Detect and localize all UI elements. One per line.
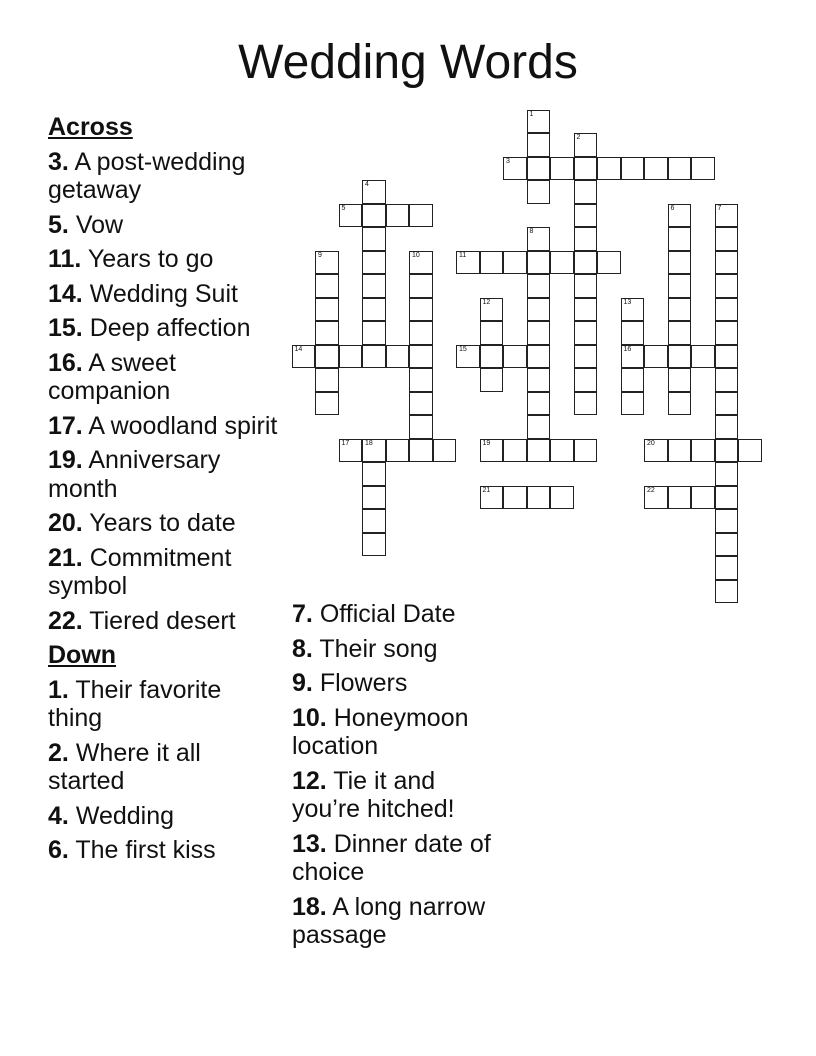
grid-cell[interactable]: [715, 321, 739, 345]
grid-cell[interactable]: [644, 439, 668, 463]
clue-text: Where it all started: [48, 738, 201, 795]
grid-cell[interactable]: [527, 392, 551, 416]
clue-text: Tiered desert: [89, 606, 236, 635]
grid-cell[interactable]: [644, 157, 668, 181]
grid-cell[interactable]: [574, 298, 598, 322]
grid-cell[interactable]: [480, 345, 504, 369]
grid-cell[interactable]: [715, 533, 739, 557]
down-heading: Down: [48, 641, 117, 669]
cell-number: 2: [576, 134, 581, 141]
grid-cell[interactable]: [480, 368, 504, 392]
grid-cell[interactable]: [527, 180, 551, 204]
grid-cell[interactable]: [339, 345, 363, 369]
cell-number: 7: [717, 204, 722, 212]
clue-text: The first kiss: [75, 836, 216, 864]
grid-cell[interactable]: [715, 509, 739, 533]
grid-cell[interactable]: [574, 274, 598, 298]
grid-cell[interactable]: [574, 392, 598, 416]
clue-number: 18.: [292, 892, 327, 921]
grid-cell[interactable]: [691, 439, 715, 463]
clue-across-16: [48, 349, 280, 406]
grid-cell[interactable]: [362, 298, 386, 322]
grid-cell[interactable]: [715, 462, 739, 486]
grid-cell[interactable]: [527, 439, 551, 463]
grid-cell[interactable]: [362, 227, 386, 251]
grid-cell[interactable]: [574, 439, 598, 463]
clue-number: 2.: [48, 738, 69, 767]
clue-across-5: [48, 211, 280, 240]
clue-number: 9.: [292, 669, 313, 697]
grid-cell[interactable]: [668, 298, 692, 322]
clue-down-13: [292, 830, 507, 887]
grid-cell[interactable]: [409, 392, 433, 416]
cell-number: 19: [482, 439, 491, 447]
grid-cell[interactable]: [409, 321, 433, 345]
clue-text: A long narrow passage: [292, 892, 486, 949]
grid-cell[interactable]: [644, 345, 668, 369]
grid-cell[interactable]: [574, 345, 598, 369]
clue-text: Years to go: [87, 245, 214, 273]
grid-cell[interactable]: [715, 251, 739, 275]
clue-down-8: [292, 635, 507, 664]
grid-cell[interactable]: [668, 157, 692, 181]
cell-number: 15: [459, 345, 467, 353]
grid-cell[interactable]: [715, 439, 739, 463]
cell-number: 6: [670, 204, 675, 212]
grid-cell[interactable]: [315, 345, 339, 369]
grid-cell[interactable]: [362, 509, 386, 533]
grid-cell[interactable]: [621, 368, 645, 392]
grid-cell[interactable]: [315, 298, 339, 322]
clue-text: Dinner date of choice: [292, 829, 491, 886]
grid-cell[interactable]: [339, 439, 363, 463]
grid-cell[interactable]: [456, 345, 480, 369]
clue-text: Vow: [75, 210, 124, 239]
clue-down-7: [292, 600, 507, 629]
cell-number: 10: [412, 251, 420, 259]
grid-cell[interactable]: [315, 392, 339, 416]
grid-cell[interactable]: [527, 415, 551, 439]
grid-cell[interactable]: [362, 345, 386, 369]
clue-across-11: [48, 245, 280, 274]
grid-cell[interactable]: [715, 486, 739, 510]
grid-cell[interactable]: [292, 345, 316, 369]
grid-cell[interactable]: [668, 227, 692, 251]
clue-number: 6.: [48, 836, 69, 864]
grid-cell[interactable]: [527, 227, 551, 251]
grid-cell[interactable]: [668, 345, 692, 369]
clue-number: 17.: [48, 411, 83, 440]
grid-cell[interactable]: [715, 204, 739, 228]
clue-text: Tie it and you’re hitched!: [292, 766, 455, 823]
clue-number: 1.: [48, 675, 69, 704]
grid-cell[interactable]: [527, 157, 551, 181]
grid-cell[interactable]: [574, 180, 598, 204]
grid-cell[interactable]: [409, 251, 433, 275]
clues-column-right: [292, 600, 507, 956]
grid-cell[interactable]: [574, 251, 598, 275]
grid-cell[interactable]: [362, 180, 386, 204]
grid-cell[interactable]: [456, 251, 480, 275]
grid-cell[interactable]: [715, 368, 739, 392]
cell-number: 14: [294, 345, 303, 353]
clue-text: Commitment symbol: [48, 543, 232, 600]
grid-cell[interactable]: [503, 345, 527, 369]
grid-cell[interactable]: [527, 321, 551, 345]
clue-number: 3.: [48, 147, 69, 176]
grid-cell[interactable]: [315, 368, 339, 392]
cell-number: 5: [341, 204, 346, 212]
grid-cell[interactable]: [480, 251, 504, 275]
clue-text: Their song: [319, 634, 438, 663]
grid-cell[interactable]: [668, 486, 692, 510]
grid-cell[interactable]: [715, 345, 739, 369]
cell-number: 1: [529, 110, 534, 118]
grid-cell[interactable]: [386, 345, 410, 369]
grid-cell[interactable]: [621, 298, 645, 322]
grid-cell[interactable]: [621, 392, 645, 416]
clue-number: 13.: [292, 829, 327, 858]
grid-cell[interactable]: [668, 368, 692, 392]
grid-cell[interactable]: [315, 274, 339, 298]
clue-number: 16.: [48, 348, 83, 377]
cell-number: 4: [365, 181, 369, 188]
clue-text: A post-wedding getaway: [48, 147, 246, 204]
grid-cell[interactable]: [362, 462, 386, 486]
grid-cell[interactable]: [715, 298, 739, 322]
grid-cell[interactable]: [409, 415, 433, 439]
clue-number: 22.: [48, 606, 83, 635]
grid-cell[interactable]: [574, 368, 598, 392]
puzzle-title: Wedding Words: [238, 36, 578, 89]
cell-number: 12: [482, 298, 491, 306]
clue-number: 12.: [292, 766, 327, 795]
clue-number: 4.: [48, 801, 69, 830]
grid-cell[interactable]: [362, 321, 386, 345]
clue-down-2: [48, 739, 280, 796]
clue-across-22: [48, 607, 280, 636]
clue-number: 7.: [292, 600, 313, 628]
grid-cell[interactable]: [550, 439, 574, 463]
grid-cell[interactable]: [409, 204, 433, 228]
clue-text: Official Date: [319, 600, 456, 628]
grid-cell[interactable]: [527, 486, 551, 510]
clue-number: 14.: [48, 279, 83, 308]
grid-cell[interactable]: [362, 486, 386, 510]
cell-number: 22: [647, 486, 655, 494]
clue-across-17: [48, 412, 280, 441]
clue-number: 8.: [292, 634, 313, 663]
grid-cell[interactable]: [315, 251, 339, 275]
grid-cell[interactable]: [715, 580, 739, 604]
grid-cell[interactable]: [550, 486, 574, 510]
grid-cell[interactable]: [715, 227, 739, 251]
grid-cell[interactable]: [527, 251, 551, 275]
clue-number: 5.: [48, 210, 69, 239]
cell-number: 3: [506, 157, 510, 165]
grid-cell[interactable]: [621, 345, 645, 369]
clue-across-20: [48, 509, 280, 538]
cell-number: 16: [623, 345, 632, 353]
grid-cell[interactable]: [409, 274, 433, 298]
grid-cell[interactable]: [527, 345, 551, 369]
grid-cell[interactable]: [574, 204, 598, 228]
grid-cell[interactable]: [574, 227, 598, 251]
clue-number: 10.: [292, 703, 327, 732]
grid-cell[interactable]: [527, 274, 551, 298]
clue-number: 19.: [48, 446, 83, 474]
cell-number: 21: [482, 486, 491, 494]
clue-down-6: [48, 836, 280, 865]
cell-number: 17: [341, 439, 350, 447]
grid-cell[interactable]: [668, 321, 692, 345]
grid-cell[interactable]: [715, 415, 739, 439]
grid-cell[interactable]: [362, 439, 386, 463]
grid-cell[interactable]: [362, 274, 386, 298]
grid-cell[interactable]: [386, 439, 410, 463]
grid-cell[interactable]: [480, 298, 504, 322]
grid-cell[interactable]: [409, 298, 433, 322]
clue-across-14: [48, 280, 280, 309]
grid-cell[interactable]: [527, 298, 551, 322]
cell-number: 18: [365, 439, 373, 447]
grid-cell[interactable]: [668, 392, 692, 416]
grid-cell[interactable]: [527, 368, 551, 392]
grid-cell[interactable]: [691, 486, 715, 510]
grid-cell[interactable]: [715, 556, 739, 580]
clue-text: A sweet companion: [48, 348, 176, 405]
grid-cell[interactable]: [527, 133, 551, 157]
clue-text: Wedding Suit: [89, 279, 238, 308]
grid-cell[interactable]: [597, 157, 621, 181]
cell-number: 11: [459, 251, 467, 259]
grid-cell[interactable]: [715, 274, 739, 298]
cell-number: 13: [623, 298, 632, 306]
grid-cell[interactable]: [480, 439, 504, 463]
clue-across-21: [48, 544, 280, 601]
clues-column-left: [48, 113, 280, 871]
grid-cell[interactable]: [362, 533, 386, 557]
clue-down-10: [292, 704, 507, 761]
grid-cell[interactable]: [550, 251, 574, 275]
clue-down-9: [292, 669, 507, 698]
clue-number: 15.: [48, 314, 83, 342]
clue-text: A woodland spirit: [88, 411, 278, 440]
clue-number: 11.: [48, 245, 82, 273]
clue-number: 20.: [48, 509, 83, 537]
grid-cell[interactable]: [433, 439, 457, 463]
clue-across-3: [48, 148, 280, 205]
clue-text: Deep affection: [89, 314, 251, 342]
grid-cell[interactable]: [691, 345, 715, 369]
grid-cell[interactable]: [480, 321, 504, 345]
clue-text: Honeymoon location: [292, 703, 469, 760]
clue-number: 21.: [48, 543, 83, 572]
clue-down-1: [48, 676, 280, 733]
grid-cell[interactable]: [621, 157, 645, 181]
clue-text: Years to date: [89, 509, 236, 537]
grid-cell[interactable]: [738, 439, 762, 463]
clue-text: Wedding: [75, 801, 175, 830]
cell-number: 8: [529, 228, 534, 235]
grid-cell[interactable]: [550, 157, 574, 181]
grid-cell[interactable]: [574, 321, 598, 345]
cell-number: 9: [318, 251, 322, 259]
grid-cell[interactable]: [409, 368, 433, 392]
clue-text: Anniversary month: [48, 446, 221, 503]
grid-cell[interactable]: [362, 204, 386, 228]
clue-across-19: [48, 446, 280, 503]
grid-cell[interactable]: [715, 392, 739, 416]
grid-cell[interactable]: [644, 486, 668, 510]
grid-cell[interactable]: [386, 204, 410, 228]
grid-cell[interactable]: [668, 251, 692, 275]
grid-cell[interactable]: [409, 345, 433, 369]
clue-across-15: [48, 314, 280, 343]
grid-cell[interactable]: [574, 157, 598, 181]
grid-cell[interactable]: [691, 157, 715, 181]
grid-cell[interactable]: [315, 321, 339, 345]
clue-down-18: [292, 893, 507, 950]
grid-cell[interactable]: [503, 157, 527, 181]
grid-cell[interactable]: [503, 251, 527, 275]
grid-cell[interactable]: [574, 133, 598, 157]
clue-down-4: [48, 802, 280, 831]
grid-cell[interactable]: [409, 439, 433, 463]
grid-cell[interactable]: [362, 251, 386, 275]
cell-number: 20: [647, 439, 655, 447]
grid-cell[interactable]: [668, 204, 692, 228]
clue-text: Flowers: [319, 669, 408, 697]
grid-cell[interactable]: [339, 204, 363, 228]
grid-cell[interactable]: [597, 251, 621, 275]
across-heading: Across: [48, 113, 133, 141]
clue-text: Their favorite thing: [48, 675, 222, 732]
grid-cell[interactable]: [668, 439, 692, 463]
grid-cell[interactable]: [480, 486, 504, 510]
clue-down-12: [292, 767, 507, 824]
grid-cell[interactable]: [503, 439, 527, 463]
grid-cell[interactable]: [668, 274, 692, 298]
grid-cell[interactable]: [503, 486, 527, 510]
grid-cell[interactable]: [527, 110, 551, 134]
grid-cell[interactable]: [621, 321, 645, 345]
